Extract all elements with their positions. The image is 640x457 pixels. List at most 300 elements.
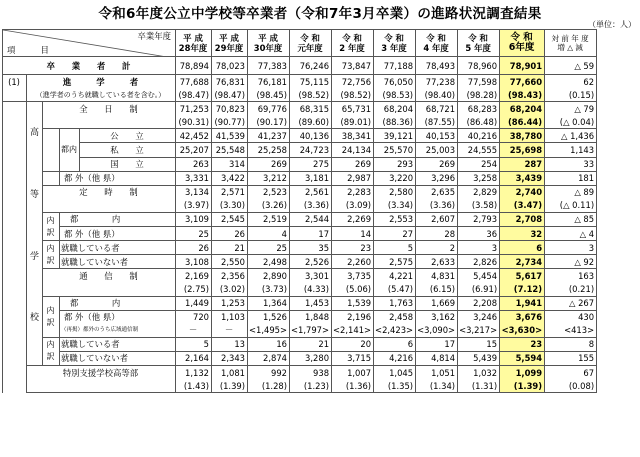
cell: 2,793 bbox=[458, 212, 500, 226]
cell: 2,519 bbox=[248, 212, 290, 226]
cell: 2,523 bbox=[248, 185, 290, 199]
cell-current: (7.12) bbox=[500, 282, 545, 296]
cell: 938 bbox=[290, 365, 332, 379]
cell: 23 bbox=[332, 241, 374, 255]
row-teiji-mishushoku bbox=[3, 255, 597, 269]
cell: (3.73) bbox=[248, 282, 290, 296]
cell: 2,356 bbox=[212, 269, 248, 283]
cell: 2,635 bbox=[416, 185, 458, 199]
row-tsushin-mishushoku bbox=[3, 351, 597, 365]
cell: 38,341 bbox=[332, 129, 374, 143]
cell: (1.39) bbox=[212, 379, 248, 393]
cell: 77,238 bbox=[416, 75, 458, 89]
cell: (6.91) bbox=[458, 282, 500, 296]
cell: (98.52) bbox=[332, 88, 374, 102]
cell: 71,253 bbox=[176, 102, 212, 116]
cell-change: (0.21) bbox=[545, 282, 597, 296]
row-label: 国 立 bbox=[80, 157, 176, 171]
cell: 17 bbox=[290, 227, 332, 241]
cell-current: 3,676 bbox=[500, 310, 545, 324]
cell: 73,847 bbox=[332, 57, 374, 75]
cell: 4,831 bbox=[416, 269, 458, 283]
cell: 2,164 bbox=[176, 351, 212, 365]
header-corner bbox=[3, 30, 176, 57]
cell-current: (98.43) bbox=[500, 88, 545, 102]
year-col: 平 成 28年度 bbox=[176, 30, 212, 57]
cell: 21 bbox=[290, 337, 332, 351]
cell: 1,253 bbox=[212, 296, 248, 310]
page-title: 令和6年度公立中学校等卒業者（令和7年3月卒業）の進路状況調査結果 bbox=[98, 6, 542, 22]
cell: 1,453 bbox=[290, 296, 332, 310]
cell: <3,217> bbox=[458, 324, 500, 338]
cell-current: 287 bbox=[500, 157, 545, 171]
cell: <2,141> bbox=[332, 324, 374, 338]
cell: 27 bbox=[374, 227, 416, 241]
row-koritsu bbox=[3, 129, 597, 143]
cell: 2,571 bbox=[212, 185, 248, 199]
row-label: （再掲）都外のうち広域通信制 bbox=[60, 324, 176, 338]
cell-change: (0.08) bbox=[545, 379, 597, 393]
row-shingaku bbox=[3, 75, 597, 89]
row-total bbox=[3, 57, 597, 75]
cell: 21 bbox=[212, 241, 248, 255]
cell: 68,283 bbox=[458, 102, 500, 116]
cell: 40,153 bbox=[416, 129, 458, 143]
cell: 2,498 bbox=[248, 255, 290, 269]
cell: (3.26) bbox=[248, 199, 290, 213]
cell: 17 bbox=[416, 337, 458, 351]
cell: <1,495> bbox=[248, 324, 290, 338]
cell: (3.36) bbox=[290, 199, 332, 213]
cell: 77,598 bbox=[458, 75, 500, 89]
diagonal-line bbox=[3, 30, 173, 57]
cell-change: 62 bbox=[545, 75, 597, 89]
cell: 2,196 bbox=[332, 310, 374, 324]
cell: 25 bbox=[248, 241, 290, 255]
cell-current: 77,660 bbox=[500, 75, 545, 89]
cell: 68,204 bbox=[374, 102, 416, 116]
row-tsushin-shushoku bbox=[3, 337, 597, 351]
cell: 3,280 bbox=[290, 351, 332, 365]
cell: 3 bbox=[458, 241, 500, 255]
cell: 40,136 bbox=[290, 129, 332, 143]
row-teiji bbox=[3, 185, 597, 199]
cell: 3,181 bbox=[290, 171, 332, 185]
cell: 15 bbox=[458, 337, 500, 351]
cell: (1.35) bbox=[374, 379, 416, 393]
cell: (6.15) bbox=[416, 282, 458, 296]
cell: 2,208 bbox=[458, 296, 500, 310]
spacer bbox=[43, 171, 60, 185]
cell-current: 5,594 bbox=[500, 351, 545, 365]
cell: 78,023 bbox=[212, 57, 248, 75]
cell: (90.77) bbox=[212, 115, 248, 129]
cell: 992 bbox=[248, 365, 290, 379]
cell: (98.53) bbox=[374, 88, 416, 102]
cell: (98.47) bbox=[212, 88, 248, 102]
cell: (87.55) bbox=[416, 115, 458, 129]
year-col: 平 成 29年度 bbox=[212, 30, 248, 57]
cell: 5,439 bbox=[458, 351, 500, 365]
cell-current: 23 bbox=[500, 337, 545, 351]
row-tokubetsu-pct bbox=[3, 379, 597, 393]
cell: 72,756 bbox=[332, 75, 374, 89]
cell: 1,539 bbox=[332, 296, 374, 310]
cell: (89.60) bbox=[290, 115, 332, 129]
cell-current: 1,941 bbox=[500, 296, 545, 310]
unit-label: （単位：人） bbox=[588, 20, 636, 29]
row-tsushin-pct bbox=[3, 282, 597, 296]
row-shiritsu bbox=[3, 143, 597, 157]
koutou-gakkou-label bbox=[27, 102, 43, 366]
cell: 78,894 bbox=[176, 57, 212, 75]
cell-change: 181 bbox=[545, 171, 597, 185]
cell: 25,003 bbox=[416, 143, 458, 157]
cell: 69,776 bbox=[248, 102, 290, 116]
row-label: 特別支援学校高等部 bbox=[27, 365, 176, 379]
cell: (2.75) bbox=[176, 282, 212, 296]
cell-current: 6 bbox=[500, 241, 545, 255]
cell: 20 bbox=[332, 337, 374, 351]
cell: 42,452 bbox=[176, 129, 212, 143]
cell: (3.02) bbox=[212, 282, 248, 296]
label-uchiwake: 内 訳 bbox=[43, 296, 60, 337]
cell-current: 2,708 bbox=[500, 212, 545, 226]
cell: 2,544 bbox=[290, 212, 332, 226]
cell: 70,823 bbox=[212, 102, 248, 116]
cell: 2,458 bbox=[374, 310, 416, 324]
cell: 269 bbox=[416, 157, 458, 171]
cell: 720 bbox=[176, 310, 212, 324]
row-label: 公 立 bbox=[80, 129, 176, 143]
cell: 3,162 bbox=[416, 310, 458, 324]
row-label: 都 外（他 県） bbox=[60, 310, 176, 324]
cell-current: 1,099 bbox=[500, 365, 545, 379]
cell: 4 bbox=[248, 227, 290, 241]
row-togai bbox=[3, 171, 597, 185]
label-uchiwake: 内 訳 bbox=[43, 212, 60, 240]
cell-change: △ 92 bbox=[545, 255, 597, 269]
cell: 78,960 bbox=[458, 57, 500, 75]
row-note: （進学者のうち就職している者を含む。） bbox=[27, 88, 176, 102]
row-zennichi-pct bbox=[3, 115, 597, 129]
cell: 2,826 bbox=[458, 255, 500, 269]
cell-current: 3,439 bbox=[500, 171, 545, 185]
cell: (89.01) bbox=[332, 115, 374, 129]
cell: 4,814 bbox=[416, 351, 458, 365]
cell: (86.48) bbox=[458, 115, 500, 129]
cell: 3,715 bbox=[332, 351, 374, 365]
cell: 35 bbox=[290, 241, 332, 255]
cell: 3,212 bbox=[248, 171, 290, 185]
change-col-header: 対 前 年 度 増 △ 減 bbox=[545, 30, 597, 57]
cell: 25,258 bbox=[248, 143, 290, 157]
cell: 263 bbox=[176, 157, 212, 171]
cell-current: 2,740 bbox=[500, 185, 545, 199]
cell: (3.36) bbox=[416, 199, 458, 213]
cell-change: <413> bbox=[545, 324, 597, 338]
cell: (98.40) bbox=[416, 88, 458, 102]
row-label: 通 信 制 bbox=[43, 269, 176, 283]
cell: (1.36) bbox=[332, 379, 374, 393]
cell: 39,121 bbox=[374, 129, 416, 143]
label-tou: 等 bbox=[29, 189, 39, 200]
cell-change: △ 267 bbox=[545, 296, 597, 310]
cell: 2,553 bbox=[374, 212, 416, 226]
cell: (5.47) bbox=[374, 282, 416, 296]
cell: (1.43) bbox=[176, 379, 212, 393]
spacer bbox=[43, 199, 176, 213]
cell: 24,555 bbox=[458, 143, 500, 157]
cell: 2,343 bbox=[212, 351, 248, 365]
section-number: (1) bbox=[3, 75, 27, 89]
cell: 14 bbox=[332, 227, 374, 241]
cell: 40,216 bbox=[458, 129, 500, 143]
row-label: 都 内 bbox=[60, 296, 176, 310]
row-shingaku-pct bbox=[3, 88, 597, 102]
cell: 1,081 bbox=[212, 365, 248, 379]
cell-change: 33 bbox=[545, 157, 597, 171]
cell: 77,383 bbox=[248, 57, 290, 75]
cell: (98.45) bbox=[248, 88, 290, 102]
cell: (90.31) bbox=[176, 115, 212, 129]
cell: 3,246 bbox=[458, 310, 500, 324]
cell: 2,874 bbox=[248, 351, 290, 365]
cell: 2,260 bbox=[332, 255, 374, 269]
cell: 2,550 bbox=[212, 255, 248, 269]
year-col: 令 和 2 年度 bbox=[332, 30, 374, 57]
spacer bbox=[43, 115, 60, 129]
row-teiji-tonai bbox=[3, 212, 597, 226]
row-tsushin bbox=[3, 269, 597, 283]
row-tsushin-togai bbox=[3, 310, 597, 324]
cell: 25,570 bbox=[374, 143, 416, 157]
cell: 1,007 bbox=[332, 365, 374, 379]
cell: 2,987 bbox=[332, 171, 374, 185]
cell: (4.33) bbox=[290, 282, 332, 296]
year-col-current: 令 和 6年度 bbox=[500, 30, 545, 57]
label-gaku: 学 bbox=[29, 251, 39, 262]
cell: 1,051 bbox=[416, 365, 458, 379]
cell-change: (△ 0.11) bbox=[545, 199, 597, 213]
cell: 5,454 bbox=[458, 269, 500, 283]
cell: (98.28) bbox=[458, 88, 500, 102]
cell: 25 bbox=[176, 227, 212, 241]
cell: (1.31) bbox=[458, 379, 500, 393]
cell: (1.23) bbox=[290, 379, 332, 393]
cell-current: 25,698 bbox=[500, 143, 545, 157]
cell: 3,735 bbox=[332, 269, 374, 283]
row-zennichi bbox=[3, 102, 597, 116]
row-label: 定 時 制 bbox=[43, 185, 176, 199]
cell-current: 78,901 bbox=[500, 57, 545, 75]
cell: 1,045 bbox=[374, 365, 416, 379]
cell: 2,269 bbox=[332, 212, 374, 226]
cell-current: (1.39) bbox=[500, 379, 545, 393]
cell: 3,220 bbox=[374, 171, 416, 185]
cell: 16 bbox=[248, 337, 290, 351]
row-label: 就職している者 bbox=[60, 337, 176, 351]
cell: 2,575 bbox=[374, 255, 416, 269]
year-col: 平 成 30年度 bbox=[248, 30, 290, 57]
row-teiji-shushoku bbox=[3, 241, 597, 255]
cell: 1,848 bbox=[290, 310, 332, 324]
cell-change: 155 bbox=[545, 351, 597, 365]
row-tsushin-tonai bbox=[3, 296, 597, 310]
cell: 26 bbox=[212, 227, 248, 241]
cell: 1,132 bbox=[176, 365, 212, 379]
cell: 77,688 bbox=[176, 75, 212, 89]
cell: 269 bbox=[248, 157, 290, 171]
row-label: 就職していない者 bbox=[60, 351, 176, 365]
label-uchiwake: 内 訳 bbox=[43, 337, 60, 365]
row-label: 私 立 bbox=[80, 143, 176, 157]
cell: 25,548 bbox=[212, 143, 248, 157]
cell: 254 bbox=[458, 157, 500, 171]
cell: 41,237 bbox=[248, 129, 290, 143]
cell: 2,829 bbox=[458, 185, 500, 199]
cell-change: 163 bbox=[545, 269, 597, 283]
cell: 4,216 bbox=[374, 351, 416, 365]
row-teiji-togai bbox=[3, 227, 597, 241]
row-label: 全 日 制 bbox=[43, 102, 176, 116]
year-col: 令 和 3 年度 bbox=[374, 30, 416, 57]
row-label: 卒 業 者 計 bbox=[3, 57, 176, 75]
cell: 4,221 bbox=[374, 269, 416, 283]
cell: <1,797> bbox=[290, 324, 332, 338]
cell-current: 68,204 bbox=[500, 102, 545, 116]
cell-current: 2,734 bbox=[500, 255, 545, 269]
cell: 25,207 bbox=[176, 143, 212, 157]
cell: 3,422 bbox=[212, 171, 248, 185]
cell: 77,188 bbox=[374, 57, 416, 75]
cell: 3,296 bbox=[416, 171, 458, 185]
cell-change: △ 79 bbox=[545, 102, 597, 116]
label-ko: 高 bbox=[29, 128, 39, 139]
cell: 24,723 bbox=[290, 143, 332, 157]
header-corner-bottom: 項 目 bbox=[7, 45, 49, 55]
cell: 314 bbox=[212, 157, 248, 171]
row-tsushin-kouiki bbox=[3, 324, 597, 338]
row-teiji-pct bbox=[3, 199, 597, 213]
row-label: 就職している者 bbox=[60, 241, 176, 255]
cell: (3.97) bbox=[176, 199, 212, 213]
cell: 76,246 bbox=[290, 57, 332, 75]
spacer bbox=[60, 115, 176, 129]
row-tokubetsu bbox=[3, 365, 597, 379]
cell: 1,032 bbox=[458, 365, 500, 379]
cell: 13 bbox=[212, 337, 248, 351]
cell-change: 8 bbox=[545, 337, 597, 351]
row-label: 就職していない者 bbox=[60, 255, 176, 269]
spacer bbox=[43, 129, 60, 171]
cell: 1,763 bbox=[374, 296, 416, 310]
cell: － bbox=[212, 324, 248, 338]
cell: 6 bbox=[374, 337, 416, 351]
cell: 2 bbox=[416, 241, 458, 255]
cell: 293 bbox=[374, 157, 416, 171]
cell-current: 5,617 bbox=[500, 269, 545, 283]
year-col: 令 和 4 年度 bbox=[416, 30, 458, 57]
cell: (88.36) bbox=[374, 115, 416, 129]
cell: 76,050 bbox=[374, 75, 416, 89]
cell-change: 3 bbox=[545, 241, 597, 255]
cell: 28 bbox=[416, 227, 458, 241]
row-label: 進 学 者 bbox=[27, 75, 176, 89]
cell: 3,331 bbox=[176, 171, 212, 185]
cell: 3,258 bbox=[458, 171, 500, 185]
cell: 65,731 bbox=[332, 102, 374, 116]
cell: 1,103 bbox=[212, 310, 248, 324]
cell: (98.47) bbox=[176, 88, 212, 102]
cell: 3,134 bbox=[176, 185, 212, 199]
cell: 3,301 bbox=[290, 269, 332, 283]
cell: 68,315 bbox=[290, 102, 332, 116]
cell: 2,580 bbox=[374, 185, 416, 199]
year-col: 令 和 5 年度 bbox=[458, 30, 500, 57]
spacer bbox=[3, 88, 27, 102]
cell-change: △ 85 bbox=[545, 212, 597, 226]
label-kou: 校 bbox=[29, 313, 39, 324]
cell: <2,423> bbox=[374, 324, 416, 338]
cell: 1,526 bbox=[248, 310, 290, 324]
cell: 2,283 bbox=[332, 185, 374, 199]
cell: 76,181 bbox=[248, 75, 290, 89]
cell: 5 bbox=[176, 337, 212, 351]
cell: 75,115 bbox=[290, 75, 332, 89]
cell: (90.17) bbox=[248, 115, 290, 129]
cell: (1.34) bbox=[416, 379, 458, 393]
cell: 2,633 bbox=[416, 255, 458, 269]
cell: (5.06) bbox=[332, 282, 374, 296]
cell-change: △ 1,436 bbox=[545, 129, 597, 143]
cell: 1,669 bbox=[416, 296, 458, 310]
cell: 2,526 bbox=[290, 255, 332, 269]
label-tonai: 都内 bbox=[60, 129, 80, 171]
cell: 41,539 bbox=[212, 129, 248, 143]
career-status-table bbox=[2, 29, 597, 393]
cell: 2,607 bbox=[416, 212, 458, 226]
cell-change: 67 bbox=[545, 365, 597, 379]
cell-current: (86.44) bbox=[500, 115, 545, 129]
cell: (1.28) bbox=[248, 379, 290, 393]
cell: 68,721 bbox=[416, 102, 458, 116]
cell-current: 38,780 bbox=[500, 129, 545, 143]
cell-change: (△ 0.04) bbox=[545, 115, 597, 129]
cell: (3.58) bbox=[458, 199, 500, 213]
cell: 26 bbox=[176, 241, 212, 255]
cell: 2,545 bbox=[212, 212, 248, 226]
cell: 275 bbox=[290, 157, 332, 171]
left-gutter bbox=[3, 102, 27, 393]
label-uchiwake: 内 訳 bbox=[43, 241, 60, 269]
cell: 3,108 bbox=[176, 255, 212, 269]
cell-change: △ 59 bbox=[545, 57, 597, 75]
cell: (3.30) bbox=[212, 199, 248, 213]
cell: 24,134 bbox=[332, 143, 374, 157]
header-corner-top: 卒業年度 bbox=[137, 31, 171, 41]
cell: 269 bbox=[332, 157, 374, 171]
cell: (3.34) bbox=[374, 199, 416, 213]
cell: 2,561 bbox=[290, 185, 332, 199]
cell: (3.09) bbox=[332, 199, 374, 213]
spacer bbox=[27, 379, 176, 393]
cell-current: (3.47) bbox=[500, 199, 545, 213]
cell-change: △ 4 bbox=[545, 227, 597, 241]
cell: － bbox=[176, 324, 212, 338]
cell-change: 1,143 bbox=[545, 143, 597, 157]
cell: 1,449 bbox=[176, 296, 212, 310]
